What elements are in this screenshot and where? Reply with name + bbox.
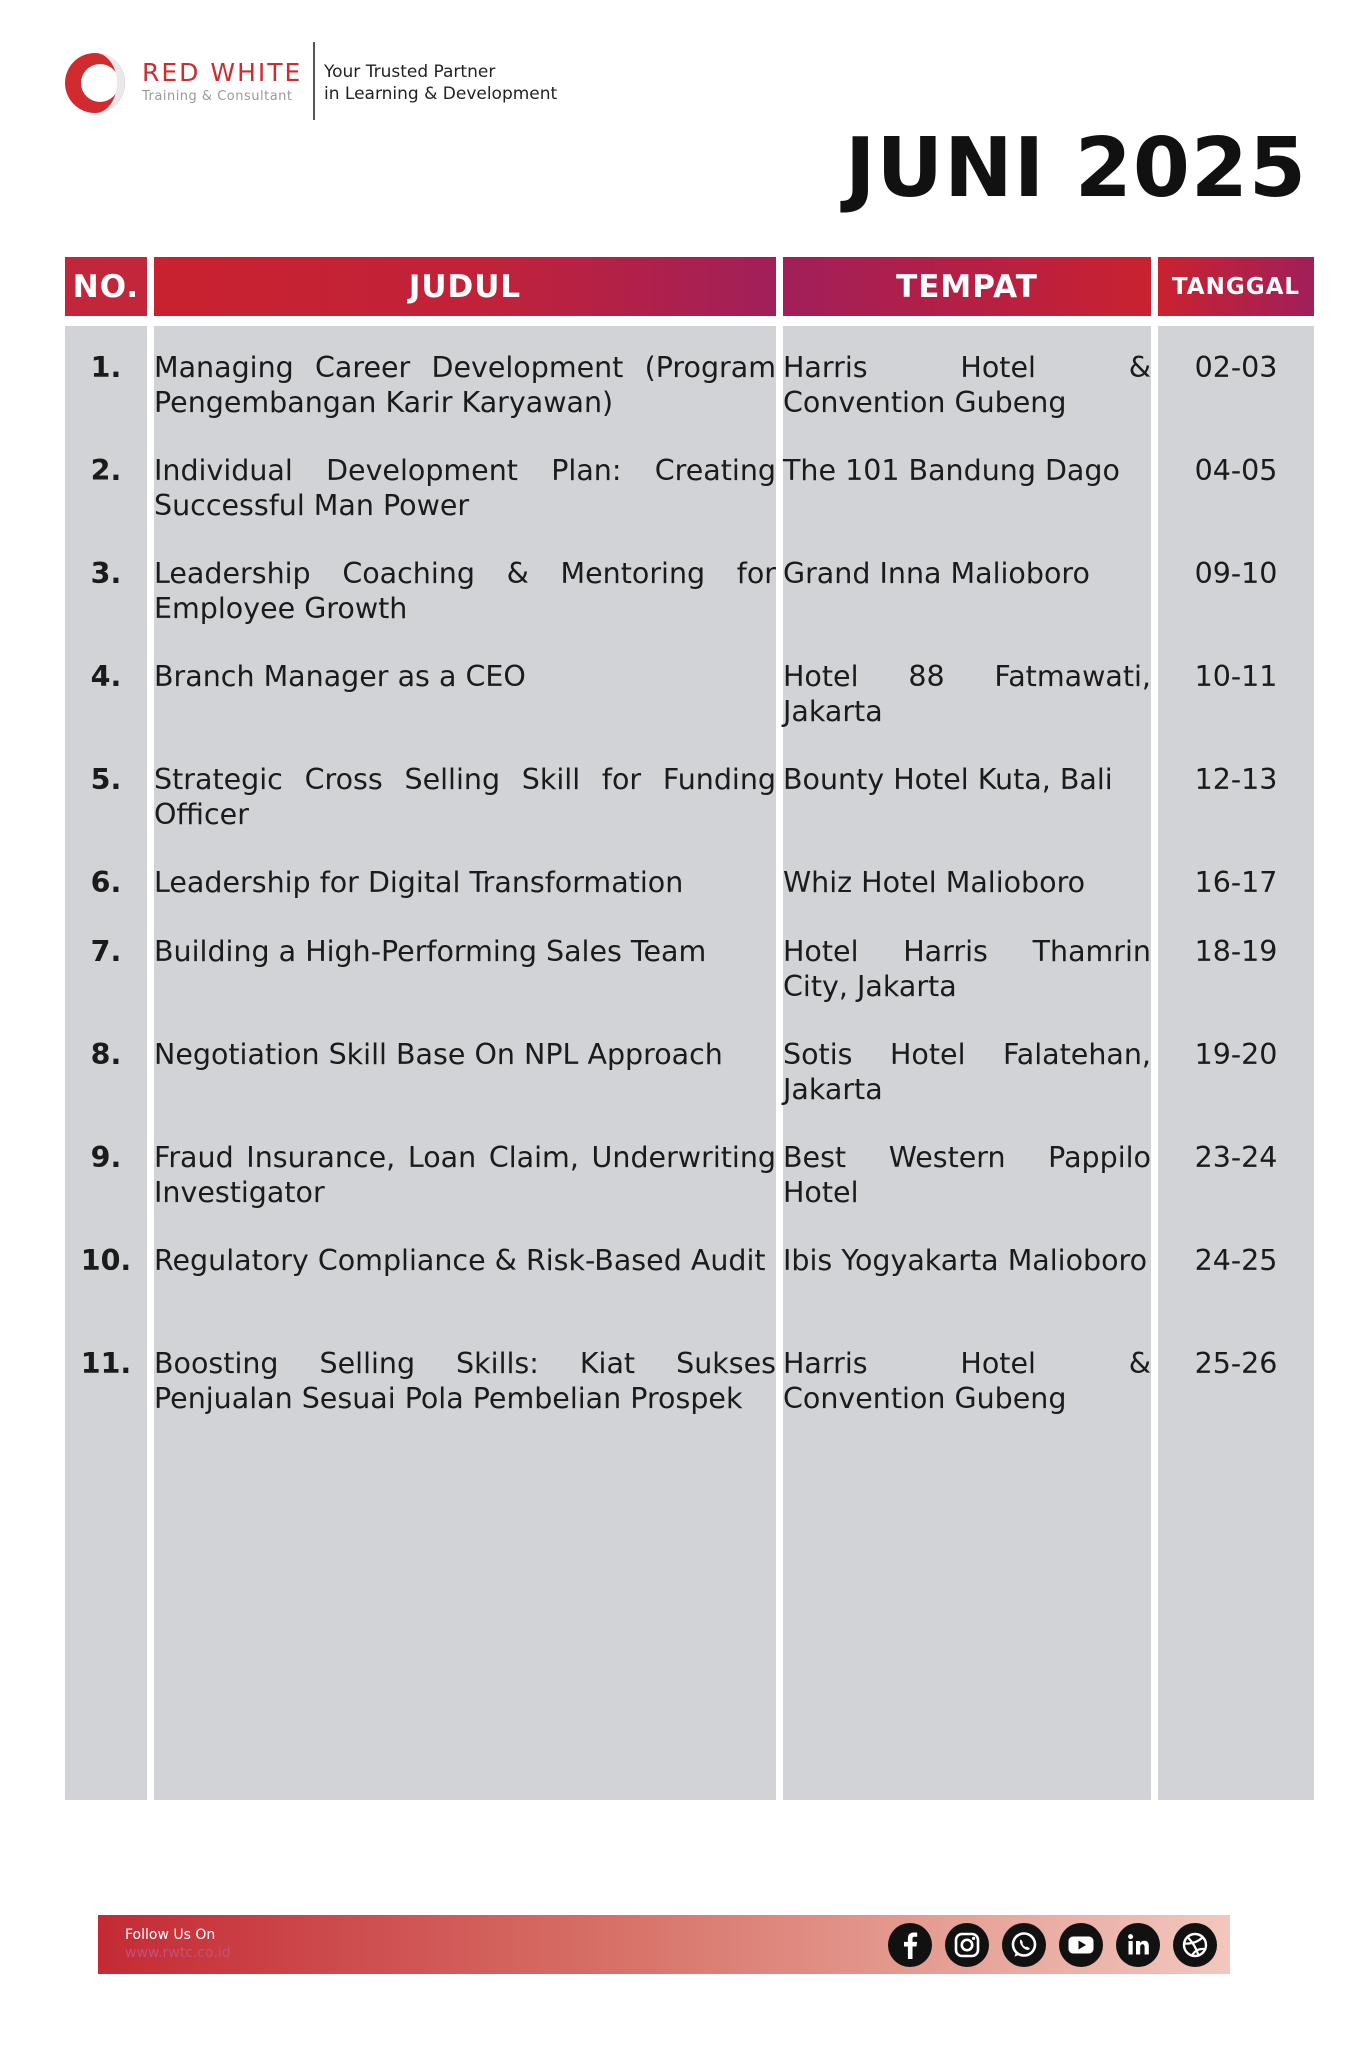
row-tanggal: 10-11 bbox=[1194, 660, 1278, 693]
row-no: 9. bbox=[90, 1141, 122, 1174]
linkedin-icon[interactable] bbox=[1116, 1923, 1160, 1967]
brand-name: RED WHITE bbox=[142, 58, 303, 87]
row-judul: Managing Career Development (Program Pengembangan Karir Karyawan) bbox=[154, 351, 776, 419]
header-tanggal: TANGGAL bbox=[1158, 257, 1314, 316]
row-no: 8. bbox=[90, 1038, 122, 1071]
row-judul: Strategic Cross Selling Skill for Funding Officer bbox=[154, 763, 776, 831]
row-judul: Boosting Selling Skills: Kiat Sukses Penjualan Sesuai Pola Pembelian Prospek bbox=[154, 1347, 776, 1415]
row-judul: Leadership Coaching & Mentoring for Employee Growth bbox=[154, 557, 776, 625]
row-judul: Individual Development Plan: Creating Successful Man Power bbox=[154, 454, 776, 522]
row-tempat: Grand Inna Malioboro bbox=[783, 557, 1090, 590]
header-judul: JUDUL bbox=[154, 257, 776, 316]
whatsapp-icon[interactable] bbox=[1002, 1923, 1046, 1967]
row-tempat: Hotel Harris Thamrin City, Jakarta bbox=[783, 935, 1151, 1003]
row-tanggal: 04-05 bbox=[1194, 454, 1278, 487]
brand-logo bbox=[64, 52, 126, 114]
row-tempat: Harris Hotel & Convention Gubeng bbox=[783, 1347, 1151, 1415]
row-no: 6. bbox=[90, 866, 122, 899]
row-judul: Leadership for Digital Transformation bbox=[154, 866, 684, 899]
header-divider bbox=[313, 42, 315, 120]
row-no: 3. bbox=[90, 557, 122, 590]
dribbble-icon[interactable] bbox=[1173, 1923, 1217, 1967]
youtube-icon[interactable] bbox=[1059, 1923, 1103, 1967]
row-tempat: Best Western Pappilo Hotel bbox=[783, 1141, 1151, 1209]
instagram-icon[interactable] bbox=[945, 1923, 989, 1967]
row-no: 10. bbox=[80, 1244, 132, 1277]
row-tanggal: 02-03 bbox=[1194, 351, 1278, 384]
row-tempat: Hotel 88 Fatmawati, Jakarta bbox=[783, 660, 1151, 728]
row-no: 2. bbox=[90, 454, 122, 487]
tagline-line-2: in Learning & Development bbox=[324, 84, 558, 104]
row-tempat: Whiz Hotel Malioboro bbox=[783, 866, 1086, 899]
row-tempat: Bounty Hotel Kuta, Bali bbox=[783, 763, 1113, 796]
row-tanggal: 25-26 bbox=[1194, 1347, 1278, 1380]
tagline bbox=[324, 61, 557, 105]
row-tanggal: 24-25 bbox=[1194, 1244, 1278, 1277]
row-no: 11. bbox=[80, 1347, 132, 1380]
website-link[interactable]: www.rwtc.co.id bbox=[125, 1945, 231, 1961]
row-no: 5. bbox=[90, 763, 122, 796]
tagline-line-1: Your Trusted Partner bbox=[324, 62, 496, 82]
facebook-icon[interactable] bbox=[888, 1923, 932, 1967]
row-judul: Fraud Insurance, Loan Claim, Underwriting Investigator bbox=[154, 1141, 776, 1209]
header-tempat: TEMPAT bbox=[783, 257, 1151, 316]
row-tanggal: 09-10 bbox=[1194, 557, 1278, 590]
row-no: 7. bbox=[90, 935, 122, 968]
row-judul: Negotiation Skill Base On NPL Approach bbox=[154, 1038, 723, 1071]
row-judul: Building a High-Performing Sales Team bbox=[154, 935, 707, 968]
row-tanggal: 16-17 bbox=[1194, 866, 1278, 899]
row-tempat: Harris Hotel & Convention Gubeng bbox=[783, 351, 1151, 419]
row-tempat: Ibis Yogyakarta Malioboro bbox=[783, 1244, 1148, 1277]
row-tempat: The 101 Bandung Dago bbox=[783, 454, 1120, 487]
row-judul: Regulatory Compliance & Risk-Based Audit bbox=[154, 1244, 766, 1277]
row-tanggal: 23-24 bbox=[1194, 1141, 1278, 1174]
row-no: 4. bbox=[90, 660, 122, 693]
row-no: 1. bbox=[90, 351, 122, 384]
row-tanggal: 19-20 bbox=[1194, 1038, 1278, 1071]
follow-label: Follow Us On bbox=[125, 1927, 216, 1943]
header-no: NO. bbox=[65, 257, 147, 316]
row-tempat: Sotis Hotel Falatehan, Jakarta bbox=[783, 1038, 1151, 1106]
page-title: JUNI 2025 bbox=[844, 121, 1307, 216]
brand-subtitle: Training & Consultant bbox=[142, 89, 293, 104]
row-tanggal: 18-19 bbox=[1194, 935, 1278, 968]
row-tanggal: 12-13 bbox=[1194, 763, 1278, 796]
row-judul: Branch Manager as a CEO bbox=[154, 660, 526, 693]
